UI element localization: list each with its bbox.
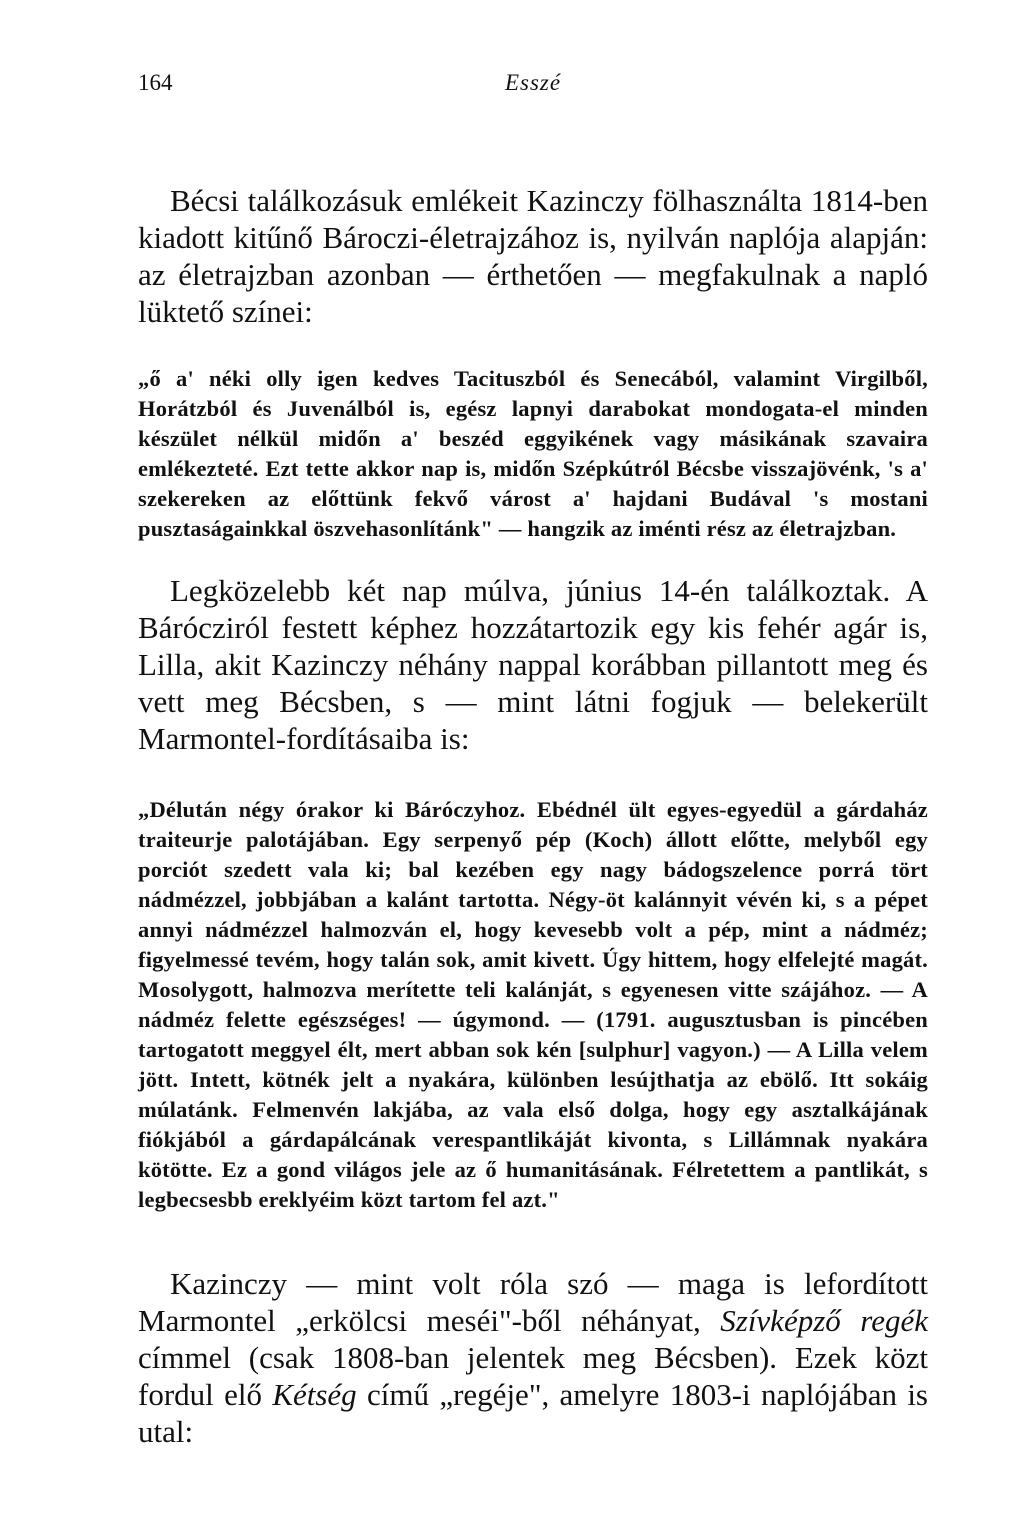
block-quote: „ő a' néki olly igen kedves Tacituszból és Senecából, valamint Virgilből, Horátzból és Juvenálból is, egész lapnyi darabokat mondogata-el minden készület nélkül midőn a' beszéd eggyikének vagy másikának szavaira emlékezteté. Ezt tette akkor nap is, midőn Szépkútról Bécsbe visszajövénk, 's a' szekereken az előttünk fekvő várost a' hajdani Budával 's mostani pusztaságainkkal öszvehasonlítánk" — hangzik az iménti rész az életrajzban.: [138, 366, 928, 541]
page-number: 164: [138, 70, 173, 95]
page-header: [138, 60, 928, 100]
body-paragraph: Legközelebb két nap múlva, június 14-én találkoztak. A Bárócziról festett képhez hozzátartozik egy kis fehér agár is, Lilla, akit Kazinczy néhány nappal korábban pillantott meg és vett meg Bécsben, s — mint látni fogjuk — belekerült Marmontel-fordításaiba is:: [138, 573, 928, 756]
body-paragraph: [138, 1265, 928, 1450]
running-head: Esszé: [504, 70, 562, 95]
body-paragraph: Bécsi találkozásuk emlékeit Kazinczy fölhasználta 1814-ben kiadott kitűnő Bároczi-életrajzához is, nyilván naplója alapján: az életrajzban azonban — érthetően — megfakulnak a napló lüktető színei:: [138, 183, 928, 329]
work-title: Szívképző regék: [720, 1303, 928, 1338]
work-title: Kétség: [272, 1377, 357, 1412]
book-page: [138, 60, 928, 1450]
paragraph-text: Kazinczy — mint volt róla szó — maga is lefordított Marmontel „erkölcsi meséi"-ből néhányat,: [138, 1266, 928, 1338]
paragraph-text: címmel (csak 1808-ban jelentek meg Bécsben). Ezek közt fordul elő: [138, 1340, 928, 1412]
block-quote: „Délután négy órakor ki Báróczyhoz. Ebédnél ült egyes-egyedül a gárdaház traiteurje palotájában. Egy serpenyő pép (Koch) állott előtte, melyből egy porciót szedett vala ki; bal kezében egy nagy bádogszelence porrá tört nádmézzel, jobbjában a kalánt tartotta. Négy-öt kalánnyit vévén ki, s a pépet annyi nádmézzel halmozván el, hogy kevesebb volt a pép, mint a nádméz; figyelmessé tevém, hogy talán sok, amit kivett. Úgy hittem, hogy elfelejté magát. Mosolygott, halmozva merítette teli kalánját, s egyenesen vitte szájához. — A nádméz felette egészséges! — úgymond. — (1791. augusztusban is pincében tartogatott meggyel élt, mert abban sok kén [sulphur] vagyon.) — A Lilla velem jött. Intett, kötnék jelt a nyakára, különben lesújthatja az ebölő. Itt sokáig múlatánk. Felmenvén lakjába, az vala első dolga, hogy egy asztalkájának fiókjából a gárdapálcának verespantlikáját kivonta, s Lillámnak nyakára kötötte. Ez a gond világos jele az ő humanitásának. Félretettem a pantlikát, s legbecsesbb ereklyéim közt tartom fel azt.": [138, 797, 928, 1212]
paragraph-text: című „regéje", amelyre 1803-i naplójában is utal:: [138, 1377, 928, 1449]
